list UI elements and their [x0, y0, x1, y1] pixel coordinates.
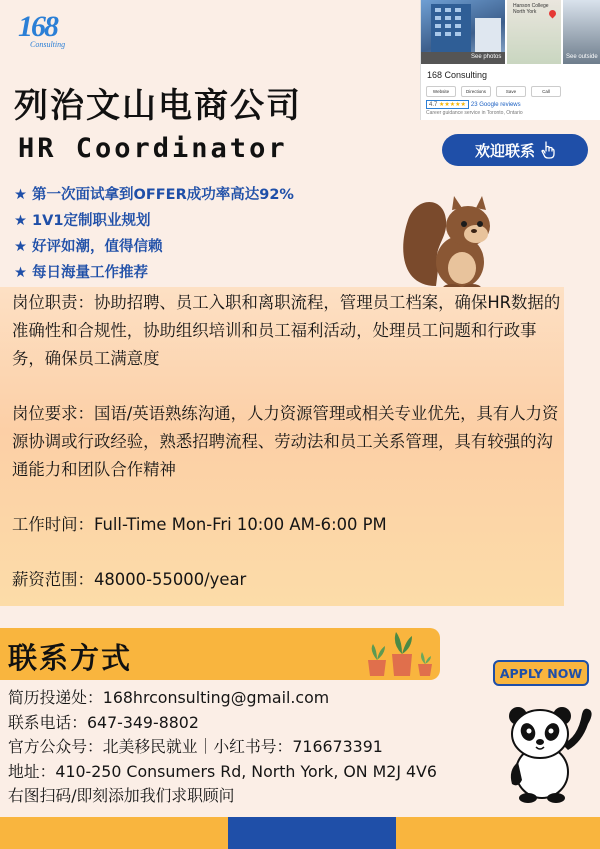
see-photos-label[interactable]: See photos [471, 54, 502, 60]
apply-now-button[interactable]: APPLY NOW [493, 660, 589, 686]
panda-illustration [492, 694, 592, 804]
scan-instruction: 右图扫码/即刻添加我们求职顾问 [8, 786, 235, 806]
perk-item: ★ 每日海量工作推荐 [14, 265, 149, 281]
job-duties: 岗位职责：协助招聘、员工入职和离职流程，管理员工档案，确保HR数据的准确性和合规性，协助组织培训和员工福利活动，处理员工问题和行政事务，确保员工满意度 [12, 293, 561, 368]
website-button[interactable]: Website [426, 86, 456, 97]
call-button[interactable]: Call [531, 86, 561, 97]
maps-actions [426, 86, 561, 97]
perk-item: ★ 1V1定制职业规划 [14, 213, 151, 229]
company-name: 列治文山电商公司 [14, 86, 302, 126]
contact-info [8, 686, 437, 809]
hand-pointer-icon [541, 141, 555, 159]
reviews-link[interactable]: 23 Google reviews [470, 101, 521, 108]
maps-rating [426, 100, 521, 109]
perk-item: ★ 好评如潮，值得信赖 [14, 239, 163, 255]
map-label: Hanson College North York [513, 3, 549, 15]
job-details [12, 289, 564, 621]
brand-logo [18, 10, 78, 58]
perk-item: ★ 第一次面试拿到OFFER成功率高达92% [14, 187, 294, 203]
see-outside-label[interactable]: See outside [566, 54, 598, 60]
job-title: HR Coordinator [18, 133, 288, 164]
maps-description: Career guidance service in Toronto, Ontario [426, 110, 523, 116]
resume-email[interactable]: 简历投递处：168hrconsulting@gmail.com [8, 688, 330, 707]
star-rating-icon: ★★★★★ [439, 102, 466, 108]
office-address: 地址：410-250 Consumers Rd, North York, ON M2J 4V6 [8, 761, 437, 781]
maps-business-card[interactable] [420, 0, 600, 120]
building-photo[interactable] [421, 0, 505, 64]
street-view-thumbnail[interactable] [563, 0, 600, 64]
rating-value: 4.7 [429, 102, 438, 108]
save-button[interactable]: Save [496, 86, 526, 97]
perks-list [14, 182, 294, 286]
contact-button-label: 欢迎联系 [474, 141, 535, 160]
rating-box [426, 100, 469, 109]
job-requirements: 岗位要求：国语/英语熟练沟通，人力资源管理或相关专业优先，具有人力资源协调或行政经验，熟悉招聘流程、劳动法和员工关系管理，具有较强的沟通能力和团队合作精神 [12, 404, 559, 479]
logo-number: 168 [18, 10, 57, 43]
directions-button[interactable]: Directions [461, 86, 491, 97]
logo-subtitle: Consulting [30, 40, 66, 49]
contact-title: 联系方式 [8, 641, 133, 675]
contact-phone[interactable]: 联系电话：647-349-8802 [8, 712, 199, 732]
contact-us-button[interactable] [442, 134, 588, 166]
squirrel-illustration [398, 190, 502, 294]
plants-illustration [362, 630, 438, 678]
salary-range: 薪资范围：48000-55000/year [12, 570, 247, 589]
social-accounts: 官方公众号：北美移民就业｜小红书号：716673391 [8, 737, 383, 757]
maps-business-name: 168 Consulting [427, 70, 488, 80]
footer-accent [228, 817, 396, 849]
work-hours: 工作时间：Full-Time Mon-Fri 10:00 AM-6:00 PM [12, 515, 387, 534]
